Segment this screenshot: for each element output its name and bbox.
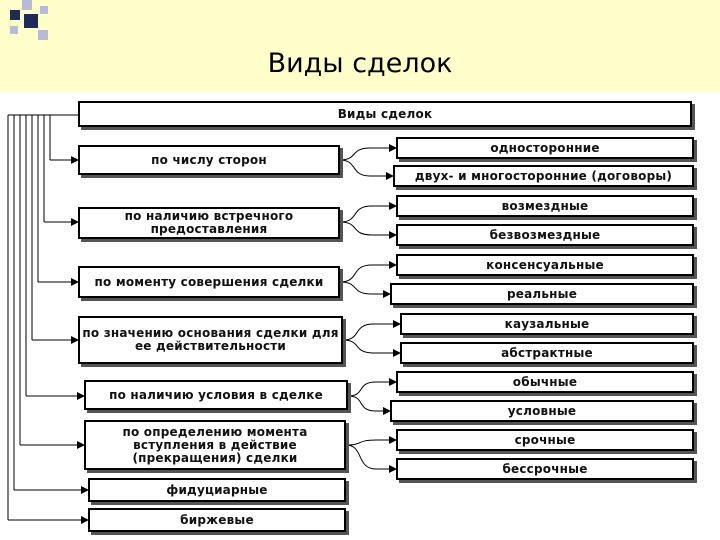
type-real: реальные	[390, 283, 694, 305]
type-ordinary: обычные	[396, 371, 694, 393]
type-onerous: возмездные	[396, 195, 694, 217]
category-significance-of-basis: по значению основания сделки для ее действительности	[78, 316, 343, 364]
type-fixed-term: срочные	[396, 429, 694, 451]
type-causal: каузальные	[400, 313, 694, 335]
category-moment-of-conclusion: по моменту совершения сделки	[78, 266, 340, 298]
category-condition: по наличию условия в сделке	[84, 380, 348, 410]
category-exchange: биржевые	[88, 508, 346, 532]
type-abstract: абстрактные	[400, 342, 694, 364]
type-consensual: консенсуальные	[396, 254, 694, 276]
category-counter-provision: по наличию встречного предоставления	[78, 207, 340, 239]
type-bilateral: двух- и многосторонние (договоры)	[393, 165, 694, 187]
category-fiduciary: фидуциарные	[88, 478, 346, 502]
type-conditional: условные	[390, 400, 694, 422]
type-gratuitous: безвозмездные	[396, 224, 694, 246]
category-number-of-parties: по числу сторон	[78, 145, 340, 175]
type-open-ended: бессрочные	[396, 458, 694, 480]
root-box: Виды сделок	[78, 101, 692, 127]
type-unilateral: односторонние	[396, 137, 694, 159]
slide-title: Виды сделок	[267, 48, 453, 79]
category-moment-of-effect: по определению момента вступления в действие (прекращения) сделки	[84, 420, 346, 470]
